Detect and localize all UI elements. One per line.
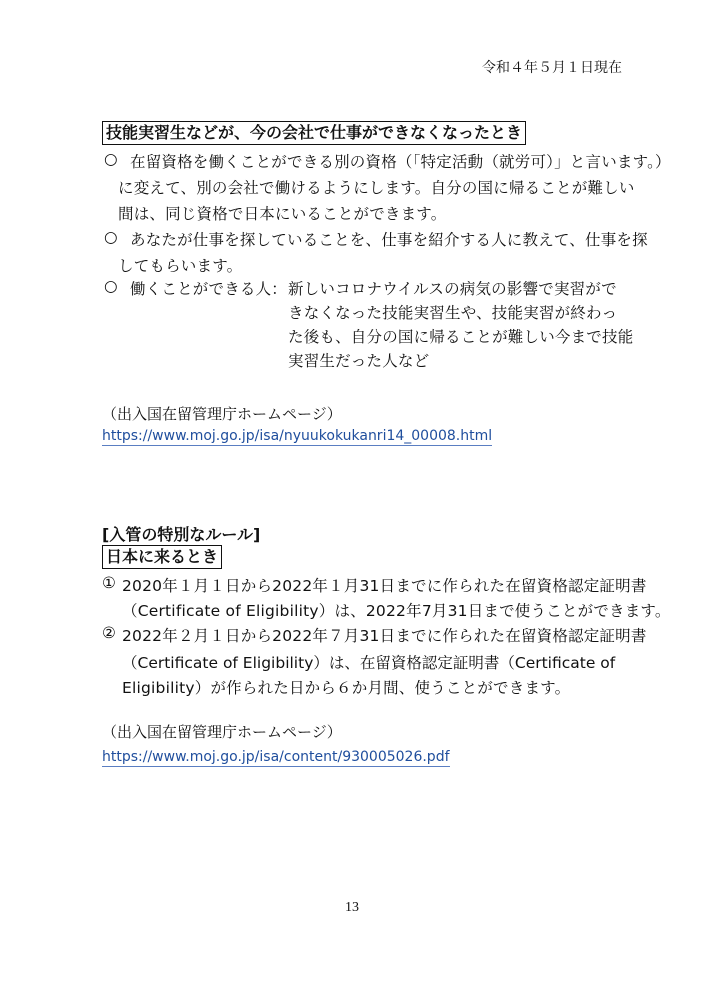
paragraph-2-line-1: あなたが仕事を探していることを、仕事を紹介する人に教えて、仕事を探 — [130, 231, 648, 249]
paragraph-1-line-1: 在留資格を働くことができる別の資格（「特定活動（就労可）」と言います。） — [130, 153, 671, 171]
eligible-people-line-4: 実習生だった人など — [288, 352, 430, 370]
source-label-2: （出入国在留管理庁ホームページ） — [102, 723, 342, 741]
bullet-3-marker: ○ — [104, 277, 118, 295]
item-2-marker: ② — [102, 624, 117, 642]
eligible-people-line-3: た後も、自分の国に帰ることが難しい今まで技能 — [288, 328, 634, 346]
paragraph-2-line-2: してもらいます。 — [118, 257, 243, 275]
source-label-1: （出入国在留管理庁ホームページ） — [102, 405, 342, 423]
item-1-line-2: （Certificate of Eligibility）は、2022年7月31日まで使うことができます。 — [122, 602, 671, 620]
section1-heading: 技能実習生などが、今の会社で仕事ができなくなったとき — [102, 121, 526, 145]
section2-subheading: 日本に来るとき — [102, 545, 222, 569]
page-number: 13 — [345, 900, 359, 915]
eligible-people-line-1: 新しいコロナウイルスの病気の影響で実習がで — [288, 280, 617, 298]
item-1-line-1: 2020年１月１日から2022年１月31日までに作られた在留資格認定証明書 — [122, 577, 647, 595]
item-2-line-3: Eligibility）が作られた日から６か月間、使うことができます。 — [122, 679, 571, 697]
paragraph-1-line-2: に変えて、別の会社で働けるようにします。自分の国に帰ることが難しい — [118, 179, 635, 197]
bullet-1-marker: ○ — [104, 150, 118, 168]
date-label: 令和４年５月１日現在 — [482, 60, 622, 76]
eligible-people-label: 働くことができる人： — [130, 280, 288, 298]
item-2-line-1: 2022年２月１日から2022年７月31日までに作られた在留資格認定証明書 — [122, 627, 647, 645]
eligible-people-line-2: きなくなった技能実習生や、技能実習が終わっ — [288, 304, 618, 322]
source-link-2[interactable]: https://www.moj.go.jp/isa/content/930005026.pdf — [102, 749, 450, 765]
section2-heading: [入管の特別なルール] — [102, 525, 261, 544]
bullet-2-marker: ○ — [104, 228, 118, 246]
paragraph-1-line-3: 間は、同じ資格で日本にいることができます。 — [118, 205, 447, 223]
source-link-1[interactable]: https://www.moj.go.jp/isa/nyuukokukanri14_00008.html — [102, 428, 493, 444]
item-1-marker: ① — [102, 574, 117, 592]
item-2-line-2: （Certificate of Eligibility）は、在留資格認定証明書（Certificate of — [122, 654, 616, 672]
